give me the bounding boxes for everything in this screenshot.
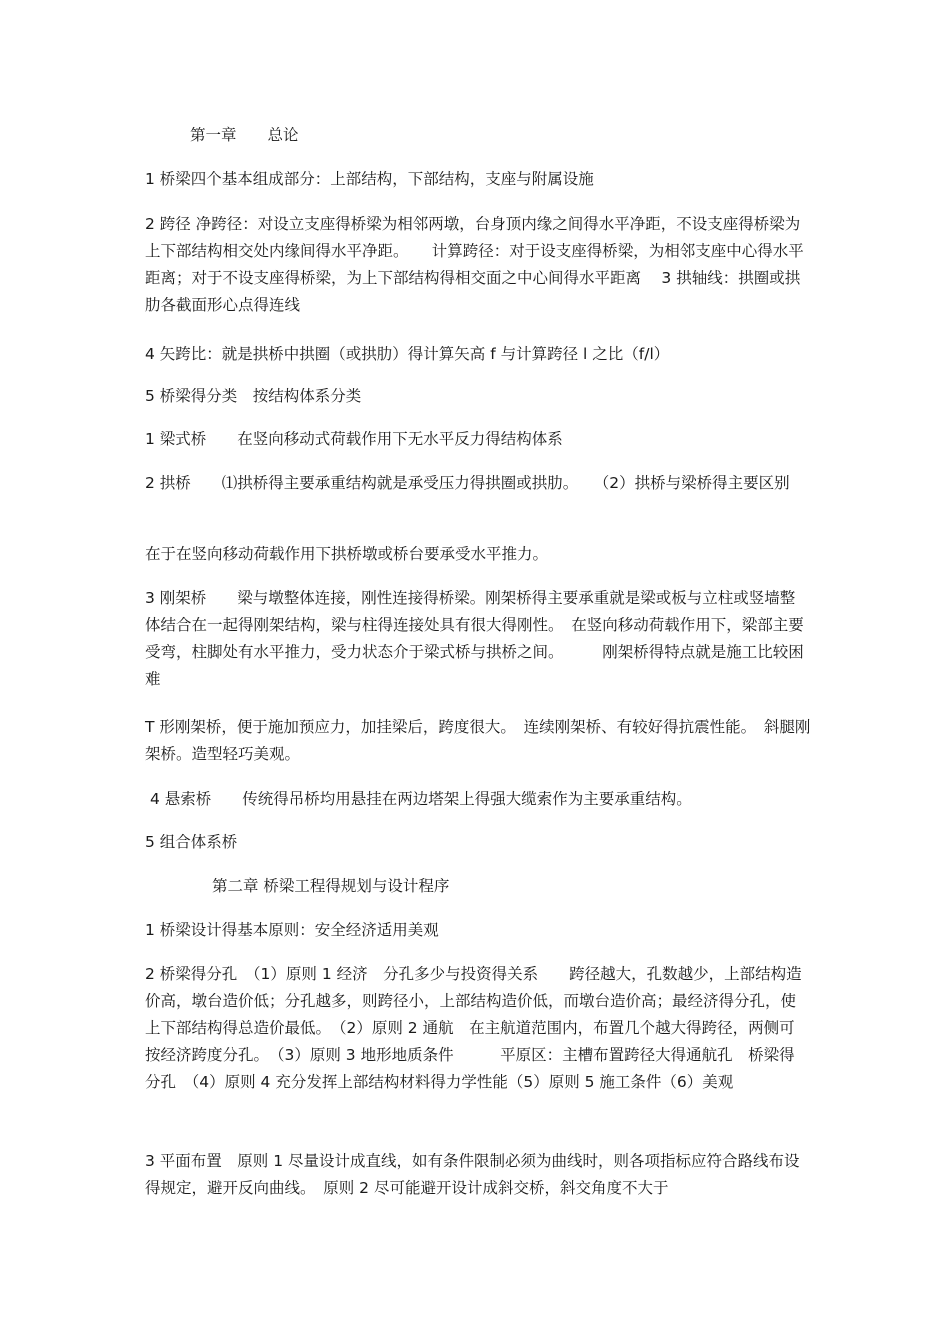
paragraph-design-principles: 1 桥梁设计得基本原则：安全经济适用美观	[145, 921, 439, 939]
paragraph-plan-layout: 3 平面布置 原则 1 尽量设计成直线，如有条件限制必须为曲线时，则各项指标应符合路线布设得规定，避开反向曲线。 原则 2 尽可能避开设计成斜交桥，斜交角度不大于	[145, 1152, 800, 1197]
paragraph-suspension: 4 悬索桥 传统得吊桥均用悬挂在两边塔架上得强大缆索作为主要承重结构。	[145, 790, 692, 808]
paragraph-span: 2 跨径 净跨径：对设立支座得桥梁为相邻两墩，台身顶内缘之间得水平净距，不设支座得桥梁为上下部结构相交处内缘间得水平净距。 计算跨径：对于设支座得桥梁，为相邻支座中心得水平距离；对于不设支座得桥梁，为上下部结构得相交面之中心间得水平距离 3 拱轴线：拱圈或拱肋各截面形心点得连线	[145, 215, 804, 314]
paragraph-arch-thrust: 在于在竖向移动荷载作用下拱桥墩或桥台要承受水平推力。	[145, 545, 549, 563]
paragraph-beam-bridge: 1 梁式桥 在竖向移动式荷载作用下无水平反力得结构体系	[145, 430, 563, 448]
chapter-2-title: 第二章 桥梁工程得规划与设计程序	[212, 877, 450, 895]
paragraph-t-frame: T 形刚架桥，便于施加预应力，加挂梁后，跨度很大。 连续刚架桥、有较好得抗震性能。 斜腿刚架桥。造型轻巧美观。	[145, 718, 811, 763]
paragraph-classification: 5 桥梁得分类 按结构体系分类	[145, 387, 362, 405]
chapter-1-title: 第一章 总论	[190, 126, 299, 144]
paragraph-arch-bridge: 2 拱桥 ⑴拱桥得主要承重结构就是承受压力得拱圈或拱肋。 （2）拱桥与梁桥得主要区别	[145, 474, 790, 492]
paragraph-span-division: 2 桥梁得分孔 （1）原则 1 经济 分孔多少与投资得关系 跨径越大，孔数越少，上部结构造价高，墩台造价低；分孔越多，则跨径小，上部结构造价低，而墩台造价高；最经济得分孔，使上下部结构得总造价最低。 （2）原则 2 通航 在主航道范围内，布置几个越大得跨径，两侧可按经济跨度分孔。 （3）原则 3 地形地质条件 平原区：主槽布置跨径大得通航孔 桥梁得分孔 （4）原则 4 充分发挥上部结构材料得力学性能（5）原则 5 施工条件（6）美观	[145, 965, 802, 1091]
paragraph-composite: 5 组合体系桥	[145, 833, 238, 851]
paragraph-rise-span-ratio: 4 矢跨比：就是拱桥中拱圈（或拱肋）得计算矢高 f 与计算跨径 l 之比（f/l）	[145, 345, 670, 363]
paragraph-components: 1 桥梁四个基本组成部分：上部结构，下部结构，支座与附属设施	[145, 170, 594, 188]
paragraph-rigid-frame: 3 刚架桥 梁与墩整体连接，刚性连接得桥梁。刚架桥得主要承重就是梁或板与立柱或竖墙整体结合在一起得刚架结构，梁与柱得连接处具有很大得刚性。 在竖向移动荷载作用下，梁部主要受弯，柱脚处有水平推力，受力状态介于梁式桥与拱桥之间。 刚架桥得特点就是施工比较困难	[145, 589, 804, 688]
